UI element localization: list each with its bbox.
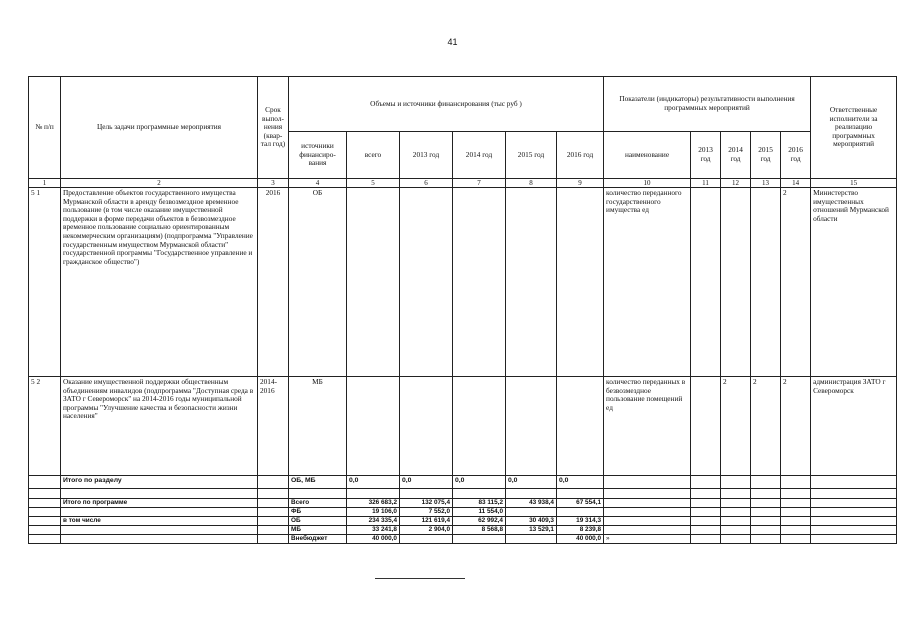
- program-mb-2016: 8 239,8: [557, 526, 604, 535]
- column-numbers-row: [29, 179, 897, 188]
- header-goal: Цель задачи программные мероприятия: [61, 77, 258, 179]
- header-indicators-group: Показатели (индикаторы) результативности выполнения программных мероприятий: [604, 77, 811, 132]
- row-fin-2016: [557, 188, 604, 377]
- program-mb-2013: 2 904,0: [400, 526, 453, 535]
- section-total-2013: 0,0: [400, 476, 453, 489]
- program-mb-total: 33 241,8: [347, 526, 400, 535]
- row-responsible: администрация ЗАТО г Североморск: [811, 377, 897, 476]
- row-indicator-name: количество переданных в безвозмездное пользование помещений ед: [604, 377, 691, 476]
- program-extrabudget-row: [29, 535, 897, 544]
- program-mb-row: [29, 526, 897, 535]
- program-measures-table: [28, 76, 897, 544]
- program-extrabudget-2014: [453, 535, 506, 544]
- program-total-2015: 43 938,4: [506, 499, 557, 508]
- column-number: 2: [61, 179, 258, 188]
- row-responsible: Министерство имущественных отношений Мурманской области: [811, 188, 897, 377]
- row-fin-total: [347, 188, 400, 377]
- header-ind-2015: 2015 год: [751, 132, 781, 179]
- program-total-total: 326 683,2: [347, 499, 400, 508]
- program-fb-2014: 11 554,0: [453, 508, 506, 517]
- column-number: 3: [258, 179, 289, 188]
- program-ob-2016: 19 314,3: [557, 517, 604, 526]
- program-mb-source: МБ: [289, 526, 347, 535]
- program-fb-source: ФБ: [289, 508, 347, 517]
- program-fb-2015: [506, 508, 557, 517]
- header-fin-2014: 2014 год: [453, 132, 506, 179]
- header-fin-2016: 2016 год: [557, 132, 604, 179]
- column-number: 9: [557, 179, 604, 188]
- row-ind-2013: [691, 377, 721, 476]
- column-number: 12: [721, 179, 751, 188]
- row-goal: Предоставление объектов государственного имущества Мурманской области в аренду безвозмездное временное пользование (в том числе оказание имущественной поддержки в форме передачи объектов в безвозмездное временное пользование социально ориентированным некоммерческим организациям) (подпрограмма "Управление государственным имуществом Мурманской области" государственной программы "Государственное управление и гражданское общество"): [61, 188, 258, 377]
- program-extrabudget-source: Внебюджет: [289, 535, 347, 544]
- program-ob-total: 234 335,4: [347, 517, 400, 526]
- column-number: 15: [811, 179, 897, 188]
- header-fin-2015: 2015 год: [506, 132, 557, 179]
- section-total-row: [29, 476, 897, 489]
- header-term: Срок выпол-нения (квар-тал год): [258, 77, 289, 179]
- row-goal: Оказание имущественной поддержки общественным объединениям инвалидов (подпрограмма "Доступная среда в ЗАТО г Североморск" на 2014-2016 годы муниципальной программы "Улучшение качества и безопасности жизни населения": [61, 377, 258, 476]
- column-number: 11: [691, 179, 721, 188]
- row-fin-2013: [400, 377, 453, 476]
- table-row: [29, 188, 897, 377]
- column-number: 10: [604, 179, 691, 188]
- row-fin-2014: [453, 188, 506, 377]
- program-total-label: Итого по программе: [61, 499, 258, 508]
- program-total-2016: 67 554,1: [557, 499, 604, 508]
- header-ind-name: наименование: [604, 132, 691, 179]
- column-number: 14: [781, 179, 811, 188]
- header-fin-total: всего: [347, 132, 400, 179]
- closing-quote-mark: »: [604, 535, 691, 544]
- program-ob-2014: 62 992,4: [453, 517, 506, 526]
- section-total-2015: 0,0: [506, 476, 557, 489]
- program-total-row: [29, 499, 897, 508]
- program-fb-total: 19 106,0: [347, 508, 400, 517]
- header-ind-2013: 2013 год: [691, 132, 721, 179]
- column-number: 1: [29, 179, 61, 188]
- column-number: 4: [289, 179, 347, 188]
- row-source: МБ: [289, 377, 347, 476]
- program-mb-2015: 13 529,1: [506, 526, 557, 535]
- header-ind-2014: 2014 год: [721, 132, 751, 179]
- column-number: 8: [506, 179, 557, 188]
- row-fin-2015: [506, 188, 557, 377]
- section-total-2016: 0,0: [557, 476, 604, 489]
- row-num: 5 1: [29, 188, 61, 377]
- header-fin-2013: 2013 год: [400, 132, 453, 179]
- program-fb-2016: [557, 508, 604, 517]
- program-mb-2014: 8 568,8: [453, 526, 506, 535]
- column-number: 7: [453, 179, 506, 188]
- header-responsible: Ответственные исполнители за реализацию программных мероприятий: [811, 77, 897, 179]
- header-fin-source: источники финансиро-вания: [289, 132, 347, 179]
- row-term: 2016: [258, 188, 289, 377]
- row-term: 2014-2016: [258, 377, 289, 476]
- column-number: 13: [751, 179, 781, 188]
- row-ind-2013: [691, 188, 721, 377]
- row-ind-2015: [751, 188, 781, 377]
- row-fin-2015: [506, 377, 557, 476]
- row-num: 5 2: [29, 377, 61, 476]
- program-fb-row: [29, 508, 897, 517]
- program-extrabudget-2016: 40 000,0: [557, 535, 604, 544]
- row-ind-2016: 2: [781, 377, 811, 476]
- row-fin-total: [347, 377, 400, 476]
- row-ind-2015: 2: [751, 377, 781, 476]
- column-number: 5: [347, 179, 400, 188]
- footer-rule: [375, 578, 465, 579]
- table-row: [29, 377, 897, 476]
- program-extrabudget-2015: [506, 535, 557, 544]
- header-num: № п/п: [29, 77, 61, 179]
- program-ob-row: [29, 517, 897, 526]
- program-ob-2013: 121 619,4: [400, 517, 453, 526]
- column-number: 6: [400, 179, 453, 188]
- program-total-2013: 132 075,4: [400, 499, 453, 508]
- program-total-2014: 83 115,2: [453, 499, 506, 508]
- section-total-total: 0,0: [347, 476, 400, 489]
- program-ob-source: ОБ: [289, 517, 347, 526]
- header-finance-group: Объемы и источники финансирования (тыс руб ): [289, 77, 604, 132]
- row-fin-2016: [557, 377, 604, 476]
- row-indicator-name: количество переданного государственного имущества ед: [604, 188, 691, 377]
- program-extrabudget-total: 40 000,0: [347, 535, 400, 544]
- row-ind-2016: 2: [781, 188, 811, 377]
- page-number: 41: [447, 37, 458, 47]
- program-ob-2015: 30 409,3: [506, 517, 557, 526]
- header-ind-2016: 2016 год: [781, 132, 811, 179]
- row-fin-2014: [453, 377, 506, 476]
- section-total-label: Итого по разделу: [61, 476, 258, 489]
- program-extrabudget-2013: [400, 535, 453, 544]
- row-ind-2014: [721, 188, 751, 377]
- empty-row: [29, 489, 897, 499]
- row-source: ОБ: [289, 188, 347, 377]
- section-total-source: ОБ, МБ: [289, 476, 347, 489]
- including-label: в том числе: [61, 517, 258, 526]
- program-fb-2013: 7 552,0: [400, 508, 453, 517]
- row-ind-2014: 2: [721, 377, 751, 476]
- row-fin-2013: [400, 188, 453, 377]
- section-total-2014: 0,0: [453, 476, 506, 489]
- program-total-source: Всего: [289, 499, 347, 508]
- header-row-1: [29, 77, 897, 132]
